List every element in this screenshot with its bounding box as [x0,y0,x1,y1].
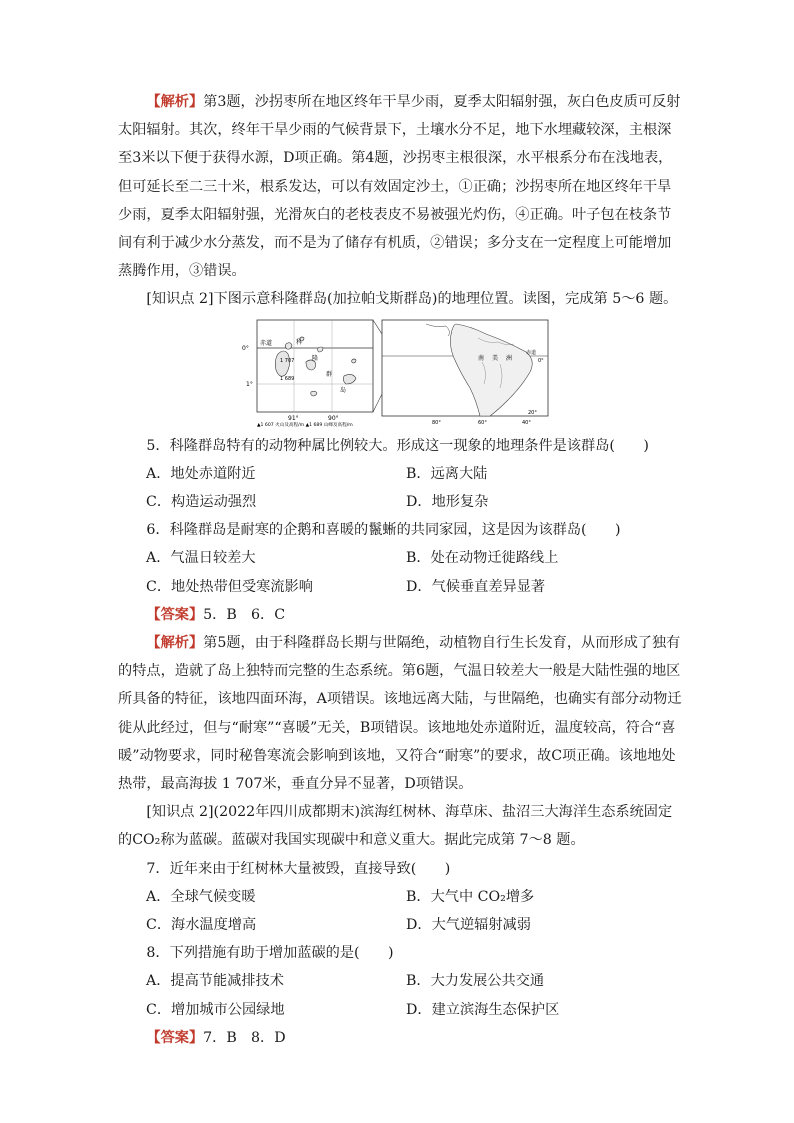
q7-option-b: B．大气中 CO₂增多 [406,888,535,905]
question-6-options-row-1 [118,544,684,572]
label-lat0: 0° [242,344,249,352]
label-lon60: 60° [478,419,487,426]
label-lon80: 80° [432,419,441,426]
label-qun: 群 [326,370,333,378]
q6-option-c: C．地处热带但受寒流影响 [146,578,313,595]
analysis-tag: 【解析】 [146,94,204,110]
q6-option-d: D．气候垂直差异显著 [406,578,546,595]
label-equator: 赤道 [260,339,273,347]
question-5-options-row-2 [118,488,684,516]
answer-5-6: 【答案】5．B 6．C [146,606,286,623]
label-ke: 科 [296,338,303,346]
q7-option-d: D．大气逆辐射减弱 [406,917,531,934]
analysis-paragraph-1: 【解析】第3题，沙拐枣所在地区终年干旱少雨，夏季太阳辐射强，灰白色皮质可反射太阳辐射。其次，终年干旱少雨的气候背景下，土壤水分不足，地下水埋藏较深，主根深至3米以下便于获得水源，D项正确。第4题，沙拐枣主根很深，水平根系分布在浅地表，但可延长至二三十米，根系发达，可以有效固定沙土，①正确；沙拐枣所在地区终年干旱少雨，夏季太阳辐射强，光滑灰白的老枝表皮不易被强光灼伤，④正确。叶子包在枝条节间有利于减少水分蒸发，而不是为了储存有机质，②错误；多分支在一定程度上可能增加蒸腾作用，③错误。 [118,94,681,280]
answer-tag: 【答案】 [146,606,204,623]
question-5-stem: 5．科隆群岛特有的动物种属比例较大。形成这一现象的地理条件是该群岛( ) [146,437,649,454]
question-8-options-row-1 [118,967,684,995]
label-equator-right: 赤道 [526,349,537,356]
q7-option-a: A．全球气候变暖 [146,888,256,905]
q5-option-b: B．远离大陆 [406,465,488,482]
label-0-right: 0° [538,357,544,364]
question-6-stem: 6．科隆群岛是耐寒的企鹅和喜暖的鬣蜥的共同家园，这是因为该群岛( ) [146,522,621,539]
question-6-options-row-2 [118,573,684,601]
label-long: 隆 [312,354,319,362]
label-elev2: 1 689 [280,375,295,382]
q5-option-c: C．构造运动强烈 [146,494,257,511]
q6-option-b: B．处在动物迁徙路线上 [406,550,559,567]
label-mei: 美 [492,354,499,362]
knowledge-point-intro-1: [知识点 2]下图示意科隆群岛(加拉帕戈斯群岛)的地理位置。读图，完成第 5～6 题。 [146,291,678,308]
map-figure [118,318,684,426]
question-7-options-row-1 [118,883,684,911]
label-zhou: 洲 [506,354,513,362]
q5-option-a: A．地处赤道附近 [146,465,256,482]
label-lon90: 90° [328,414,339,422]
page-content [118,88,684,1052]
q8-option-d: D．建立滨海生态保护区 [406,1001,560,1018]
q5-option-d: D．地形复杂 [406,494,489,511]
q8-option-c: C．增加城市公园绿地 [146,1001,285,1018]
question-8-options-row-2 [118,996,684,1024]
label-dao: 岛 [340,386,347,394]
label-lon91: 91° [288,414,299,422]
analysis-paragraph-2: 【解析】第5题，由于科隆群岛长期与世隔绝，动植物自行生长发育，从而形成了独有的特点，造就了岛上独特而完整的生态系统。第6题，气温日较差大一般是大陆性强的地区所具备的特征，该地四面环海，A项错误。该地远离大陆，与世隔绝，也确实有部分动物迁徙从此经过，但与“耐寒”“喜暖”无关，B项错误。该地地处赤道附近，温度较高，符合“喜暖”动物要求，同时秘鲁寒流会影响到该地，又符合“耐寒”的要求，故C项正确。该地地处热带，最高海拔 1 707米，垂直分异不显著，D项错误。 [118,635,682,793]
label-nan: 南 [478,354,485,362]
knowledge-point-intro-2: [知识点 2](2022年四川成都期末)滨海红树林、海草床、盐沼三大海洋生态系统固定的CO₂称为蓝碳。蓝碳对我国实现碳中和意义重大。据此完成第 7～8 题。 [118,804,673,849]
question-7-options-row-2 [118,911,684,939]
q7-option-c: C．海水温度增高 [146,917,257,934]
island-small-3 [352,359,356,363]
label-elev1: 1 707 [280,357,295,364]
q8-option-a: A．提高节能减排技术 [146,973,284,990]
analysis-tag-2: 【解析】 [146,635,204,652]
label-20: 20° [528,409,537,416]
q8-option-b: B．大力发展公共交通 [406,973,545,990]
map-legend: ▲1 607 火山及高程/m ▲1 689 山峰及高程/m [257,422,353,428]
question-8-stem: 8．下列措施有助于增加蓝碳的是( ) [146,945,394,962]
map-svg [242,318,556,428]
answer-tag-2: 【答案】 [146,1029,204,1046]
question-7-stem: 7．近年来由于红树林大量被毁，直接导致( ) [146,860,451,877]
q6-option-a: A．气温日较差大 [146,550,256,567]
label-lon40: 40° [522,419,531,426]
question-5-options-row-1 [118,460,684,488]
answer-7-8: 【答案】7．B 8．D [146,1029,286,1046]
label-lat1: 1° [246,380,253,388]
